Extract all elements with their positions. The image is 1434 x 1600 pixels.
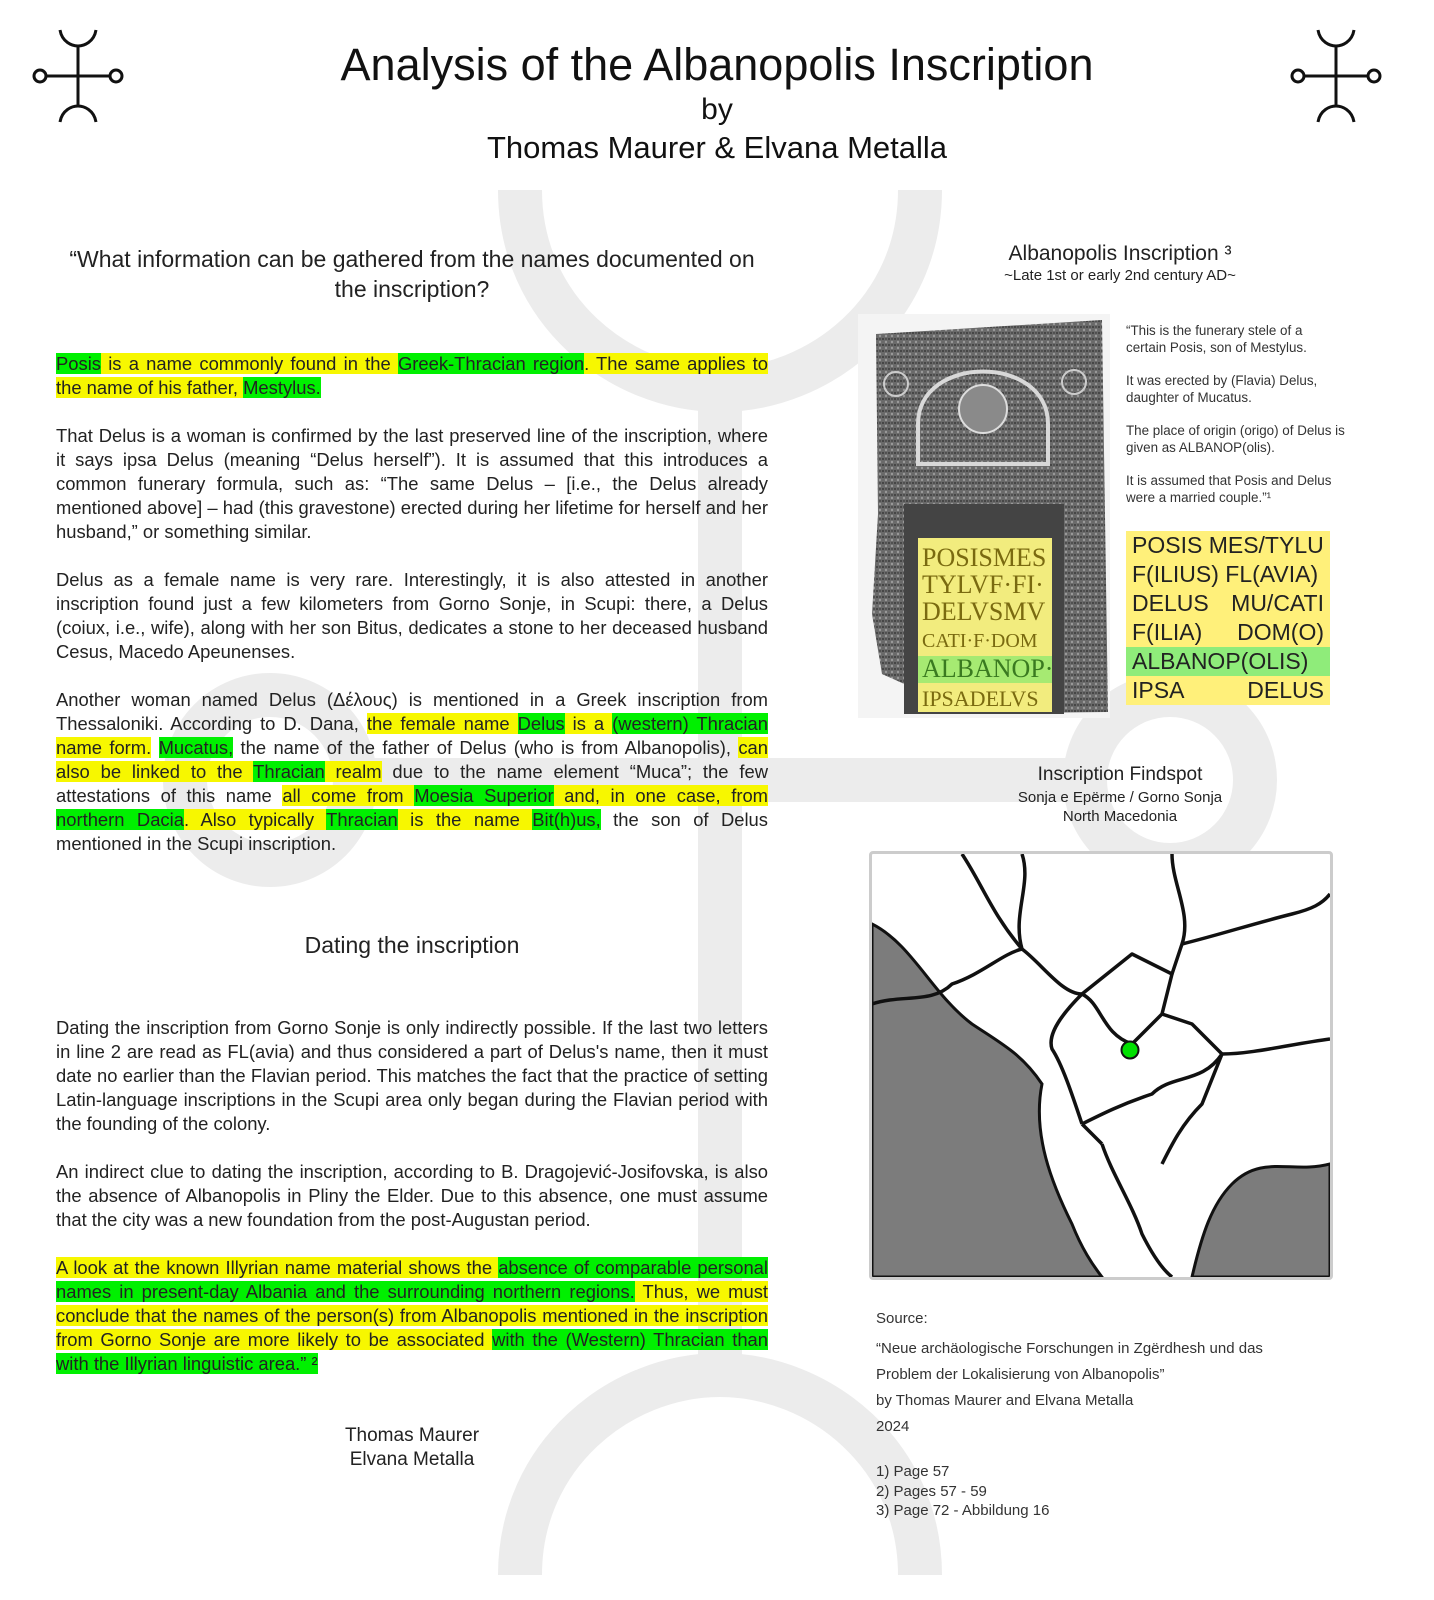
- paragraph-conclusion: [56, 1256, 768, 1376]
- transcription-row: [1126, 618, 1330, 647]
- highlight-yellow: realm: [324, 761, 382, 782]
- highlight-yellow: name form.: [56, 737, 152, 758]
- paragraph-text: An indirect clue to dating the inscription, according to B. Dragojević-Josifovska, is also the absence of Albanopolis in Pliny the Elder. Due to this absence, one must assume that the city was a new foundation from the post-Augustan period.: [56, 1161, 768, 1230]
- transcription-row: [1126, 531, 1330, 560]
- transcription-row: [1126, 676, 1330, 705]
- stele-image: [858, 314, 1110, 718]
- findspot-marker: [1122, 1042, 1139, 1059]
- highlight-yellow: is a name commonly found in the: [100, 353, 398, 374]
- text: the son of Delus mentioned in the Scupi inscription.: [56, 809, 768, 854]
- highlight-yellow: Thus, we must conclude that the names of the person(s) from Albanopolis mentioned in the inscription from Gorno Sonje are more likely to be associated: [56, 1281, 768, 1350]
- highlight-green: Bit(h)us,: [532, 809, 601, 830]
- transcription-row: [1126, 589, 1330, 618]
- text: the name of the father of Delus (who is from Albanopolis),: [233, 737, 739, 758]
- source-label: Source:: [876, 1310, 928, 1327]
- transcription-left: F(ILIUS) FL(AVIA): [1132, 561, 1319, 587]
- quote-line: It is assumed that Posis and Delus were a married couple.”¹: [1126, 473, 1332, 505]
- footnote: 3) Page 72 - Abbildung 16: [876, 1502, 1050, 1519]
- stele-line-3: DELVSMV: [922, 597, 1046, 626]
- highlight-green: (western) Thracian: [612, 713, 768, 734]
- footnote: 2) Pages 57 - 59: [876, 1482, 987, 1500]
- source-line-1: “Neue archäologische Forschungen in Zgërdhesh und das: [876, 1340, 1263, 1357]
- paragraph-delus-woman: [56, 424, 768, 544]
- inscription-subtitle: ~Late 1st or early 2nd century AD~: [1004, 267, 1236, 284]
- transcription-left: ALBANOP(OLIS): [1132, 648, 1309, 674]
- inscription-quote: [1126, 322, 1346, 522]
- highlight-yellow: is the name: [397, 809, 533, 830]
- page-title: Analysis of the Albanopolis Inscription: [340, 39, 1094, 90]
- highlight-green: Moesia Superior: [414, 785, 554, 806]
- highlight-yellow: is a: [564, 713, 613, 734]
- dating-heading: Dating the inscription: [304, 932, 520, 958]
- highlight-green: northern Dacia: [56, 809, 184, 830]
- title-authors: Thomas Maurer & Elvana Metalla: [486, 130, 948, 165]
- findspot-header: [930, 762, 1310, 826]
- paragraph-dating-2: [56, 1160, 768, 1232]
- footnote: 1) Page 57: [876, 1463, 950, 1480]
- top-right-symbol-icon: [1290, 24, 1382, 128]
- findspot-title: Inscription Findspot: [1037, 764, 1203, 785]
- paragraph-text: Delus as a female name is very rare. Interestingly, it is also attested in another inscription found just a few kilometers from Gorno Sonje, in Scupi: there, a Delus (coiux, i.e., wife), along with her son Bitus, dedicates a stone to her deceased husband Cesus, Macedo Apeunenses.: [56, 569, 768, 662]
- source-line-2: Problem der Lokalisierung von Albanopolis”: [876, 1366, 1165, 1383]
- transcription-left: POSIS MES/TYLU: [1132, 532, 1324, 558]
- stele-line-2: TYLVF·FI·: [922, 570, 1044, 599]
- highlight-green: Greek-Thracian region: [397, 353, 585, 374]
- highlight-green: Posis: [56, 353, 101, 374]
- paragraph-thracian: [56, 688, 768, 856]
- stele-line-4: CATI·F·DOM: [922, 630, 1038, 652]
- top-left-symbol-icon: [32, 24, 124, 128]
- highlight-green: Delus: [517, 713, 565, 734]
- stele-line-5: ALBANOP·: [922, 654, 1054, 683]
- transcription-right: DOM(O): [1237, 619, 1324, 645]
- highlight-yellow: A look at the known Illyrian name material shows the: [56, 1257, 499, 1278]
- title-by: by: [701, 93, 733, 126]
- findspot-country: North Macedonia: [1062, 808, 1178, 825]
- inscription-panel-header: [930, 240, 1310, 285]
- stele-line-1: POSISMES: [922, 543, 1047, 572]
- transcription-right: MU/CATI: [1231, 590, 1324, 616]
- findspot-location: Sonja e Epërme / Gorno Sonja: [1017, 789, 1223, 806]
- highlight-green: Thracian: [253, 761, 325, 782]
- text: [151, 737, 158, 758]
- paragraph-dating-1: [56, 1016, 768, 1136]
- signature: [56, 1424, 768, 1472]
- text: due to the name element “Muca”; the few attestations of this name: [56, 761, 768, 806]
- transcription-row: [1126, 560, 1330, 589]
- highlight-yellow: . The same applies to the name of his father,: [56, 353, 768, 398]
- paragraph-text: That Delus is a woman is confirmed by the last preserved line of the inscription, where it says ipsa Delus (meaning “Delus herself”). It is assumed that this introduces a common funerary formula, such as: “The same Delus – [i.e., the Delus already mentioned above] – had (this gravestone) erected during her lifetime for herself and her husband,” or something similar.: [56, 425, 768, 542]
- paragraph-delus-rare: [56, 568, 768, 664]
- source-line-3: by Thomas Maurer and Elvana Metalla: [876, 1392, 1134, 1409]
- inscription-title: Albanopolis Inscription ³: [1008, 242, 1232, 265]
- transcription-left: F(ILIA): [1132, 619, 1203, 645]
- map-svg: [872, 854, 1330, 1277]
- quote-line: “This is the funerary stele of a certain Posis, son of Mestylus.: [1126, 323, 1307, 355]
- highlight-green: with the (Western) Thracian than with the Illyrian linguistic area.” ²: [56, 1329, 768, 1374]
- source-citation: [876, 1306, 1276, 1440]
- transcription-table: [1126, 531, 1330, 705]
- quote-line: The place of origin (origo) of Delus is given as ALBANOP(olis).: [1126, 423, 1345, 455]
- transcription-left: DELUS: [1132, 590, 1209, 616]
- transcription-left: IPSA: [1132, 677, 1185, 703]
- quote-line: It was erected by (Flavia) Delus, daughter of Mucatus.: [1126, 373, 1318, 405]
- signature-name-1: Thomas Maurer: [344, 1425, 480, 1446]
- paragraph-names-1: [56, 352, 768, 400]
- paragraph-text: Dating the inscription from Gorno Sonje is only indirectly possible. If the last two letters in line 2 are read as FL(avia) and thus considered a part of Delus's name, then it must date no earlier than the Flavian period. This matches the fact that the practice of setting Latin-language inscriptions in the Scupi area only began during the Flavian period with the founding of the colony.: [56, 1017, 768, 1134]
- highlight-green: Mestylus.: [243, 377, 321, 398]
- footnotes: [876, 1462, 1049, 1521]
- highlight-green: Thracian: [326, 809, 398, 830]
- findspot-map: [869, 851, 1333, 1280]
- transcription-row-highlight: [1126, 647, 1330, 676]
- page-title-block: [200, 38, 1234, 168]
- highlight-yellow: all come from: [282, 785, 415, 806]
- highlight-green: absence of comparable personal names in present-day Albania and the surrounding northern regions.: [56, 1257, 768, 1302]
- text: Another woman named Delus (Δέλους) is mentioned in a Greek inscription from Thessaloniki. According to D. Dana,: [56, 689, 768, 734]
- highlight-yellow: can also be linked to the: [56, 737, 768, 782]
- source-year: 2024: [876, 1418, 910, 1435]
- transcription-right: DELUS: [1247, 677, 1324, 703]
- research-question: “What information can be gathered from the names documented on the inscription?: [69, 246, 755, 302]
- stele-line-6: IPSADELVS: [922, 686, 1039, 711]
- highlight-yellow: . Also typically: [183, 809, 327, 830]
- signature-name-2: Elvana Metalla: [349, 1449, 475, 1470]
- highlight-yellow: the female name: [366, 713, 518, 734]
- highlight-yellow: and, in one case, from: [553, 785, 769, 806]
- highlight-green: Mucatus,: [158, 737, 234, 758]
